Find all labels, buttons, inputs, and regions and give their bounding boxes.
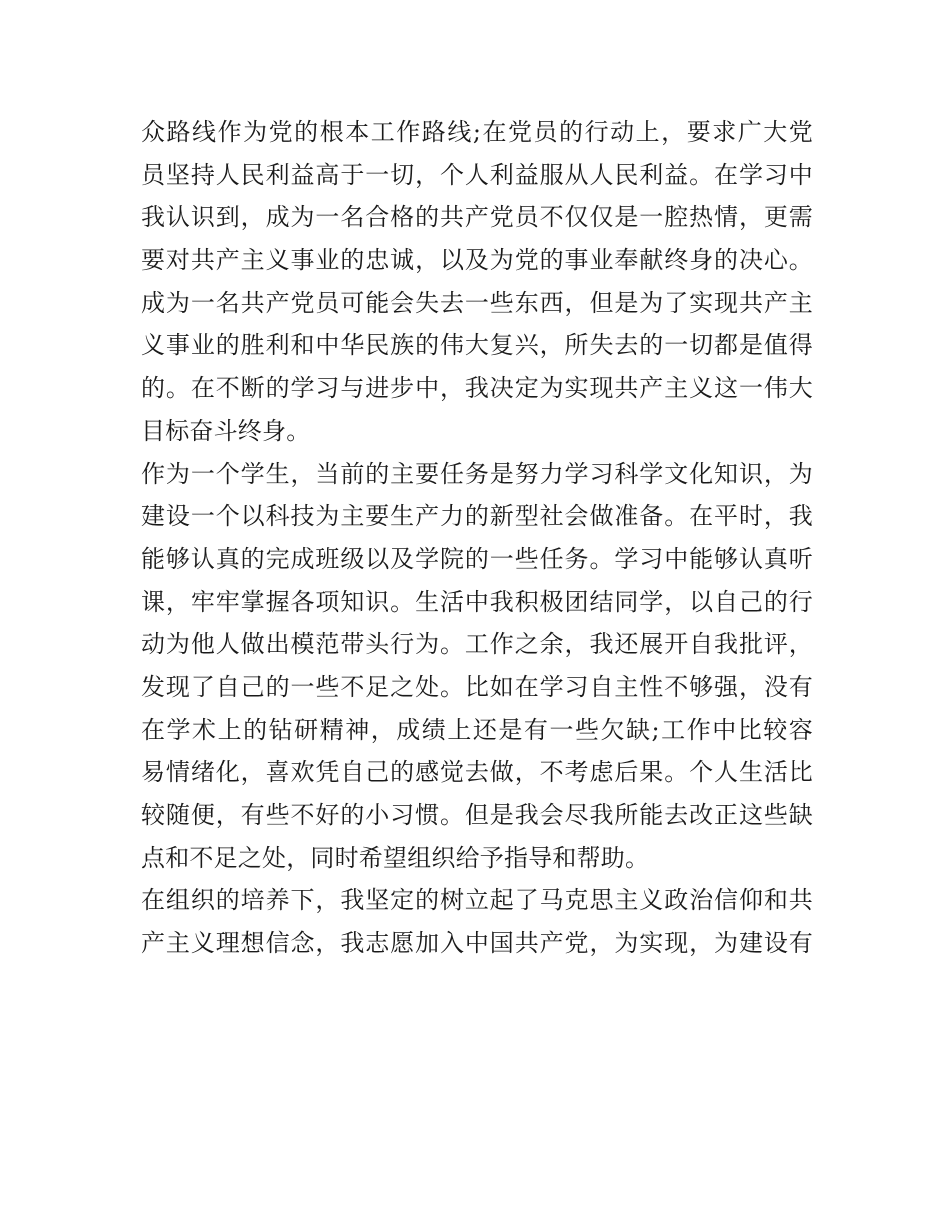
text-line: 要对共产主义事业的忠诚，以及为党的事业奉献终身的决心。 [141, 246, 813, 275]
text-line: 在组织的培养下，我坚定的树立起了马克思主义政治信仰和共 [141, 886, 813, 915]
text-line: 能够认真的完成班级以及学院的一些任务。学习中能够认真听 [141, 544, 813, 573]
text-line: 作为一个学生，当前的主要任务是努力学习科学文化知识，为 [141, 459, 813, 488]
text-line: 在学术上的钻研精神，成绩上还是有一些欠缺;工作中比较容 [141, 715, 813, 744]
text-line: 发现了自己的一些不足之处。比如在学习自主性不够强，没有 [141, 672, 813, 701]
text-line: 成为一名共产党员可能会失去一些东西，但是为了实现共产主 [141, 288, 813, 317]
text-line: 目标奋斗终身。 [141, 416, 311, 445]
text-line: 员坚持人民利益高于一切，个人利益服从人民利益。在学习中 [141, 160, 813, 189]
text-line: 义事业的胜利和中华民族的伟大复兴，所失去的一切都是值得 [141, 331, 813, 360]
text-line: 我认识到，成为一名合格的共产党员不仅仅是一腔热情，更需 [141, 203, 813, 232]
text-line: 课，牢牢掌握各项知识。生活中我积极团结同学，以自己的行 [141, 587, 813, 616]
text-line: 的。在不断的学习与进步中，我决定为实现共产主义这一伟大 [141, 374, 813, 403]
text-line: 产主义理想信念，我志愿加入中国共产党，为实现，为建设有 [141, 929, 813, 958]
text-line: 动为他人做出模范带头行为。工作之余，我还展开自我批评， [141, 630, 813, 659]
document-body [141, 111, 813, 965]
text-line: 易情绪化，喜欢凭自己的感觉去做，不考虑后果。个人生活比 [141, 758, 813, 787]
text-line: 建设一个以科技为主要生产力的新型社会做准备。在平时，我 [141, 502, 813, 531]
text-line: 较随便，有些不好的小习惯。但是我会尽我所能去改正这些缺 [141, 801, 813, 829]
text-line: 点和不足之处，同时希望组织给予指导和帮助。 [141, 843, 650, 872]
text-line: 众路线作为党的根本工作路线;在党员的行动上，要求广大党 [141, 118, 813, 146]
